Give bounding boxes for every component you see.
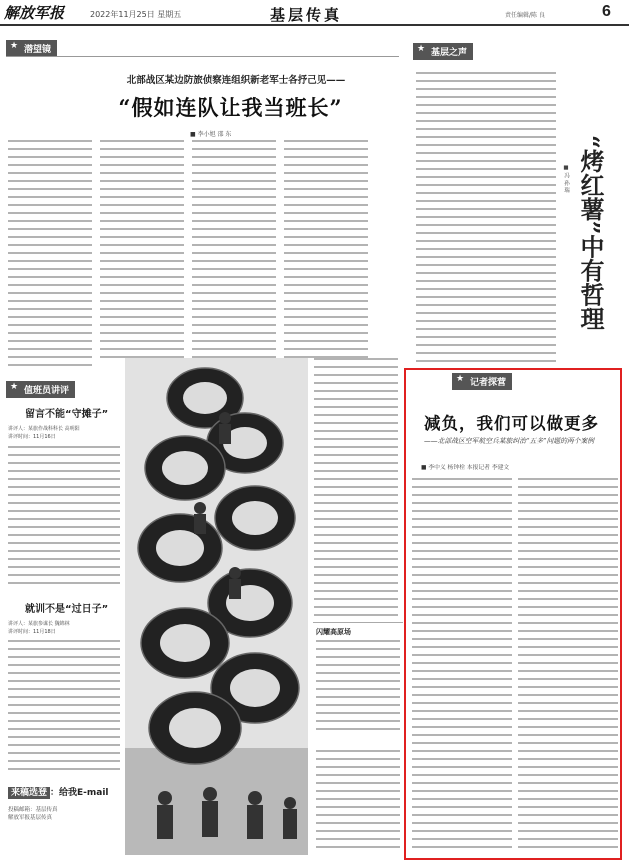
main-byline: ■ 李小旭 邵 东: [190, 129, 231, 138]
probe-subtitle: ——北部战区空军航空兵某旅纠治“五多”问题的两个案例: [424, 437, 595, 445]
text-column: [8, 140, 92, 368]
text-column: [100, 140, 184, 358]
probe-byline: ■ 李中义 杨钟栓 本报记者 李建文: [421, 462, 509, 471]
column-tag-jicengzhisheng: [413, 43, 473, 60]
divider: [6, 56, 399, 57]
photo-caption-tag: 闪耀高原场: [316, 628, 351, 636]
email-promo: [8, 785, 109, 798]
email-promo-tag: 来稿选登: [8, 787, 50, 799]
email-promo-sub: 投稿邮箱：基层传真 解放军报基层传真: [8, 807, 58, 821]
left-item2-title: 就训不是“过日子”: [25, 604, 109, 615]
issue-date: 2022年11月25日 星期五: [90, 10, 182, 19]
left-item1-meta: 讲评人：某旅作战科科长 高明阳 讲评时间：11月16日: [8, 426, 80, 440]
left-item1-title: 留言不能“守摊子”: [25, 409, 109, 420]
text-column: [314, 358, 398, 616]
column-tag-jizhetanying: [452, 373, 512, 390]
left-item2-text: [8, 640, 120, 770]
editor-credit: 责任编辑/陈 良: [505, 12, 545, 19]
probe-text-column: [412, 478, 512, 854]
tyre-training-photo: [125, 358, 308, 855]
probe-headline: 减负，我们可以做更多: [424, 414, 599, 433]
main-headline: “假如连队让我当班长”: [118, 95, 343, 120]
column-tag-label: 潜望镜: [24, 45, 52, 55]
divider: [313, 622, 403, 623]
section-title: 基层传真: [270, 6, 343, 24]
right-vertical-title: “烤红薯”中有哲理: [576, 135, 605, 331]
column-tag-zhibanyuan: [6, 381, 75, 398]
probe-tag-label: 记者探营: [470, 378, 507, 388]
email-promo-text: ：给我E-mail: [50, 788, 109, 798]
main-kicker: 北部战区某边防旅侦察连组织新老军士各抒己见——: [126, 75, 346, 86]
right-tag-label: 基层之声: [431, 48, 468, 58]
caption-text: [316, 750, 400, 850]
right-vertical-author: ■ 冯 孙 瑞: [563, 165, 569, 193]
photo-illustration: [125, 358, 308, 855]
left-item1-text: [8, 446, 120, 586]
text-column: [284, 140, 368, 358]
page-number: 6: [602, 3, 611, 20]
left-tag-label: 值班员讲评: [24, 386, 70, 396]
caption-text: [316, 640, 400, 730]
right-column-text: [416, 72, 556, 362]
text-column: [192, 140, 276, 358]
column-tag-qianwangjing: [6, 40, 57, 57]
probe-text-column: [518, 478, 618, 854]
newspaper-logo: 解放军报: [4, 4, 65, 22]
left-item2-meta: 讲评人：某旅参谋长 魏锦林 讲评时间：11月18日: [8, 621, 70, 635]
